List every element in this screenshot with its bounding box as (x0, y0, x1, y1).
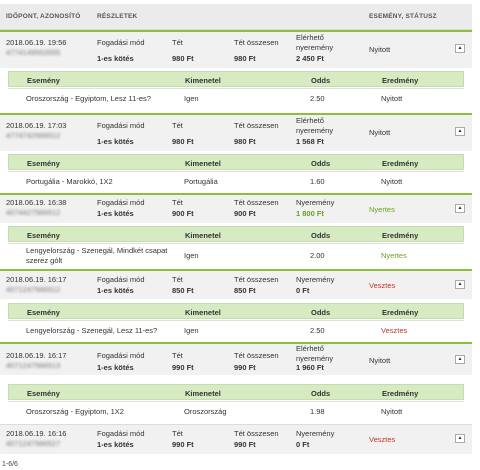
status-badge: Vesztes (369, 281, 396, 290)
total-value: 980 Ft (234, 137, 256, 146)
result-value: Vesztes (381, 326, 408, 335)
bet-date: 2018.06.19. 19:56 (6, 38, 67, 47)
bet-type-label: Fogadási mód (97, 38, 145, 47)
header-details: RÉSZLETEK (97, 13, 138, 20)
result-value: Nyitott (381, 94, 403, 103)
outcome-header: Kimenetel (185, 231, 221, 240)
bet-id: 4071247566513 (6, 361, 61, 370)
event-header: Esemény (27, 308, 60, 317)
collapse-toggle-icon[interactable]: ▲ (455, 127, 465, 136)
outcome-value: Igen (184, 94, 199, 103)
odds-header: Odds (311, 389, 331, 398)
collapse-toggle-icon[interactable]: ▲ (455, 280, 465, 289)
bet-id: 4774742566512 (6, 131, 61, 140)
total-value: 990 Ft (234, 363, 256, 372)
odds-value: 1.60 (310, 177, 325, 186)
collapse-toggle-icon[interactable]: ▲ (455, 355, 465, 364)
bet-type-label: Fogadási mód (97, 121, 145, 130)
bet-type-label: Fogadási mód (97, 351, 145, 360)
odds-header: Odds (311, 308, 331, 317)
total-value: 900 Ft (234, 209, 256, 218)
bet-type-label: Fogadási mód (97, 198, 145, 207)
stake-label: Tét (172, 429, 183, 438)
bet-row[interactable] (0, 193, 472, 223)
total-label: Tét összesen (234, 429, 279, 438)
outcome-header: Kimenetel (185, 76, 221, 85)
bet-detail (8, 303, 464, 339)
expand-toggle-icon[interactable]: ▲ (455, 434, 465, 443)
win-value: 1 800 Ft (296, 209, 324, 218)
stake-label: Tét (172, 121, 183, 130)
total-label: Tét összesen (234, 275, 279, 284)
win-label: Nyeremény (296, 275, 335, 284)
odds-value: 2.00 (310, 251, 325, 260)
bet-type-label: Fogadási mód (97, 429, 145, 438)
stake-value: 980 Ft (172, 54, 194, 63)
header-date-id: IDŐPONT, AZONOSÍTÓ (6, 13, 81, 20)
odds-header: Odds (311, 76, 331, 85)
bet-row[interactable] (0, 30, 472, 68)
total-label: Tét összesen (234, 351, 279, 360)
bet-type: 1-es kötés (97, 440, 134, 449)
detail-row (8, 171, 464, 190)
total-value: 990 Ft (234, 440, 256, 449)
stake-label: Tét (172, 275, 183, 284)
event-header: Esemény (27, 231, 60, 240)
total-value: 850 Ft (234, 286, 256, 295)
result-header: Eredmény (382, 159, 419, 168)
detail-header (8, 154, 464, 170)
detail-row (8, 88, 464, 107)
result-header: Eredmény (382, 231, 419, 240)
collapse-toggle-icon[interactable]: ▲ (455, 204, 465, 213)
bet-type: 1-es kötés (97, 137, 134, 146)
bet-type: 1-es kötés (97, 209, 134, 218)
bet-row[interactable] (0, 424, 472, 454)
bet-detail (8, 154, 464, 190)
bet-row[interactable] (0, 342, 472, 375)
bet-date: 2018.06.19. 17:03 (6, 121, 67, 130)
status-badge: Nyitott (369, 128, 391, 137)
outcome-value: Oroszország (184, 407, 227, 416)
odds-value: 2.50 (310, 326, 325, 335)
win-label: Elérhető nyeremény (296, 116, 334, 135)
win-value: 2 450 Ft (296, 54, 324, 63)
outcome-header: Kimenetel (185, 159, 221, 168)
bet-id: 4074427566512 (6, 208, 61, 217)
bet-date: 2018.06.19. 16:38 (6, 198, 67, 207)
win-label: Nyeremény (296, 198, 335, 207)
detail-row (8, 320, 464, 339)
result-value: Nyitott (381, 407, 403, 416)
win-label: Nyeremény (296, 429, 335, 438)
event-header: Esemény (27, 389, 60, 398)
odds-header: Odds (311, 159, 331, 168)
bet-id: 4071247566512 (6, 285, 61, 294)
stake-label: Tét (172, 198, 183, 207)
outcome-header: Kimenetel (185, 308, 221, 317)
total-label: Tét összesen (234, 38, 279, 47)
total-value: 980 Ft (234, 54, 256, 63)
detail-header (8, 303, 464, 319)
stake-value: 900 Ft (172, 209, 194, 218)
result-header: Eredmény (382, 389, 419, 398)
outcome-value: Igen (184, 251, 199, 260)
event-name: Portugália - Marokkó, 1X2 (26, 177, 113, 186)
bet-type: 1-es kötés (97, 286, 134, 295)
bet-id: 4774149553555 (6, 48, 61, 57)
event-header: Esemény (27, 76, 60, 85)
result-header: Eredmény (382, 308, 419, 317)
bet-detail (8, 384, 464, 420)
table-header (0, 4, 472, 30)
bet-date: 2018.06.19. 16:17 (6, 275, 67, 284)
detail-header (8, 71, 464, 87)
stake-value: 850 Ft (172, 286, 194, 295)
odds-value: 1.98 (310, 407, 325, 416)
bet-date: 2018.06.19. 16:17 (6, 351, 67, 360)
outcome-value: Portugália (184, 177, 218, 186)
event-name: Lengyelország - Szenegál, Mindkét csapat szerez gólt (26, 246, 168, 265)
pagination-info: 1-6/6 (2, 461, 18, 468)
detail-row (8, 401, 464, 420)
stake-value: 990 Ft (172, 363, 194, 372)
bet-type: 1-es kötés (97, 54, 134, 63)
detail-row (8, 243, 464, 266)
total-label: Tét összesen (234, 121, 279, 130)
detail-header (8, 384, 464, 400)
win-value: 0 Ft (296, 440, 310, 449)
event-name: Oroszország - Egyiptom, 1X2 (26, 407, 124, 416)
odds-value: 2.50 (310, 94, 325, 103)
bet-row[interactable] (0, 269, 472, 299)
event-header: Esemény (27, 159, 60, 168)
bet-row[interactable] (0, 113, 472, 151)
win-value: 1 960 Ft (296, 363, 324, 372)
collapse-toggle-icon[interactable]: ▲ (455, 44, 465, 53)
total-label: Tét összesen (234, 198, 279, 207)
status-badge: Nyitott (369, 356, 391, 365)
result-header: Eredmény (382, 76, 419, 85)
bet-id: 4071247566527 (6, 439, 61, 448)
win-value: 1 568 Ft (296, 137, 324, 146)
win-value: 0 Ft (296, 286, 310, 295)
stake-label: Tét (172, 351, 183, 360)
status-badge: Nyertes (369, 205, 395, 214)
event-name: Oroszország - Egyiptom, Lesz 11-es? (26, 94, 151, 103)
result-value: Nyitott (381, 177, 403, 186)
win-label: Elérhető nyeremény (296, 344, 334, 363)
header-status: ESEMÉNY, STÁTUSZ (369, 13, 437, 20)
status-badge: Vesztes (369, 435, 396, 444)
stake-label: Tét (172, 38, 183, 47)
result-value: Nyertes (381, 251, 407, 260)
event-name: Lengyelország - Szenegál, Lesz 11-es? (26, 326, 158, 335)
odds-header: Odds (311, 231, 331, 240)
bet-detail (8, 71, 464, 107)
stake-value: 980 Ft (172, 137, 194, 146)
stake-value: 990 Ft (172, 440, 194, 449)
bet-detail (8, 226, 464, 266)
bet-type-label: Fogadási mód (97, 275, 145, 284)
detail-header (8, 226, 464, 242)
win-label: Elérhető nyeremény (296, 33, 334, 52)
status-badge: Nyitott (369, 45, 391, 54)
bet-type: 1-es kötés (97, 363, 134, 372)
outcome-value: Igen (184, 326, 199, 335)
outcome-header: Kimenetel (185, 389, 221, 398)
bet-date: 2018.06.19. 16:16 (6, 429, 67, 438)
